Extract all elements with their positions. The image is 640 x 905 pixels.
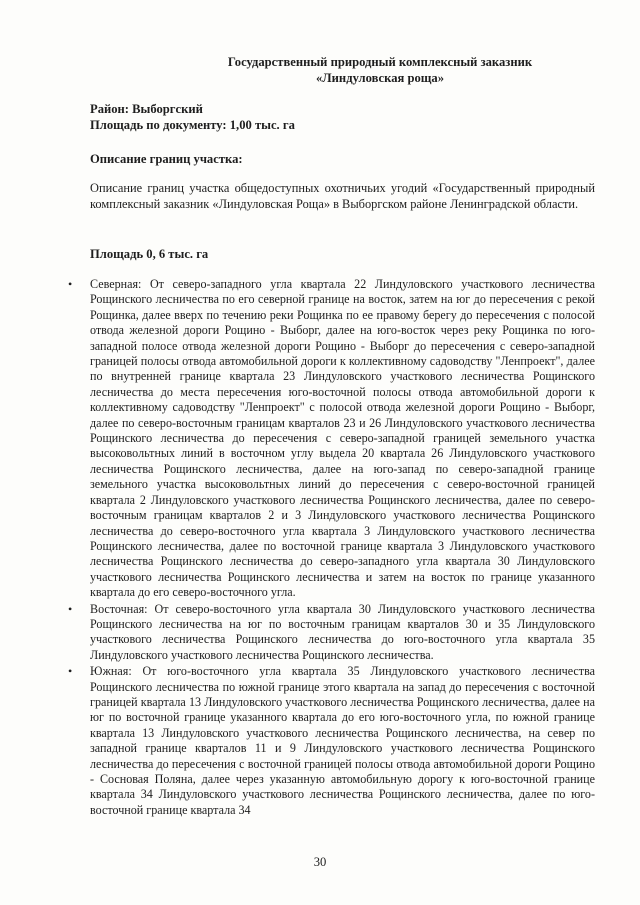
title-line-1: Государственный природный комплексный заказник <box>227 55 533 69</box>
district-label: Район: Выборгский <box>90 102 203 116</box>
intro-paragraph: Описание границ участка общедоступных охотничьих угодий «Государственный природный комплексный заказник «Линдуловская Роща» в Выборгском районе Ленинградской области. <box>90 181 595 211</box>
boundary-text: Восточная: От северо-восточного угла квартала 30 Линдуловского участкового лесничества Рощинского лесничества на юг по восточным границам кварталов 30 и 35 Линдуловского участкового лесничества Рощинского лесничества до юго-восточного угла квартала 35 Линдуловского участкового лесничества Рощинского лесничества. <box>90 601 595 662</box>
area-document-label: Площадь по документу: 1,00 тыс. га <box>90 117 295 132</box>
title-line-2: «Линдуловская роща» <box>316 70 444 85</box>
boundary-list <box>68 277 595 819</box>
boundary-item-north <box>68 277 595 601</box>
boundary-item-south <box>68 664 595 818</box>
document-meta <box>90 102 295 133</box>
boundary-text: Южная: От юго-восточного угла квартала 35 Линдуловского участкового лесничества Рощинского лесничества по южной границе этого квартала на запад до пересечения с восточной границей квартала 13 Линдуловского участкового лесничества Рощинского лесничества, далее на юг по восточной границе указанного квартала до его юго-восточного угла, по южной границе квартала 13 Линдуловского участкового лесничества Рощинского лесничества, на север по западной границе кварталов 11 и 9 Линдуловского участкового лесничества Рощинского лесничества до пересечения с восточной границей полосы отвода автомобильной дороги Рощино - Сосновая Поляна, далее через указанную автомобильную дорогу к юго-восточной границе квартала 34 Линдуловского участкового лесничества Рощинского лесничества, далее по юго-восточной границе квартала 34 <box>90 664 595 817</box>
bullet-icon: • <box>68 601 73 616</box>
boundary-item-east <box>68 601 595 664</box>
boundary-text: Северная: От северо-западного угла квартала 22 Линдуловского участкового лесничества Рощинского лесничества по его северной границе на восток, затем на юг до пересечения с рекой Рощинка, далее вверх по течению реки Рощинка по ее правому берегу до пересечения с полосой отвода железной дороги Рощино - Выборг, далее на юго-восток через реку Рощинка по юго-западной полосе отвода железной дороги Рощино - Выборг до пересечения с северо-западной границей полосы отвода автомобильной дороги к коллективному садоводству "Ленпроект", далее по внутренней границе квартала 23 Линдуловского участкового лесничества Рощинского лесничества до места пересечения юго-восточной полосы отвода автомобильной дороги к коллективному садоводству "Ленпроект" с полосой отвода железной дороги Рощино - Выборг, далее по северо-восточным границам кварталов 23 и 26 Линдуловского участкового лесничества Рощинского лесничества до пересечения с северо-западной границей земельного участка высоковольтных линий в восточном углу выдела 20 квартала 26 Линдуловского участкового лесничества Рощинского лесничества, далее на юго-запад по северо-западной границе земельного участка высоковольтных линий до пересечения с северо-восточной границей квартала 2 Линдуловского участкового лесничества Рощинского лесничества, далее по северо-восточным границам кварталов 2 и 3 Линдуловского участкового лесничества Рощинского лесничества до северо-восточного угла квартала 3 Линдуловского участкового лесничества Рощинского лесничества, далее по восточной границе квартала 3 Линдуловского участкового лесничества Рощинского лесничества до северо-западного угла квартала 30 Линдуловского участкового лесничества Рощинского лесничества и затем на восток по границе указанного квартала до его северо-восточного угла. <box>90 277 595 600</box>
page-number: 30 <box>313 855 327 869</box>
bullet-icon: • <box>68 277 73 291</box>
document-title <box>160 55 600 86</box>
area-heading: Площадь 0, 6 тыс. га <box>90 247 209 261</box>
bullet-icon: • <box>68 664 73 679</box>
section-heading: Описание границ участка: <box>90 152 243 166</box>
